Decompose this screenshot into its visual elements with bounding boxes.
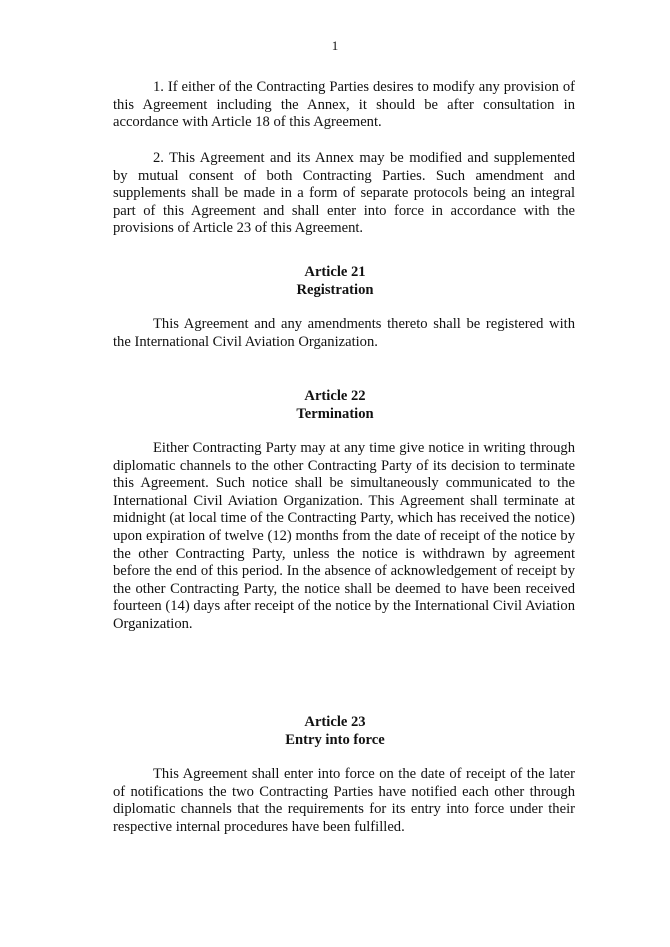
article-23-heading — [0, 714, 670, 749]
paragraph-2: 2. This Agreement and its Annex may be modified and supplemented by mutual consent of both Contracting Parties. Such amendment and supplements shall be made in a form of separate protocols being an integral part of this Agreement and shall enter into force in accordance with the provisions of Article 23 of this Agreement. — [113, 150, 575, 237]
article-22-number: Article 22 — [304, 388, 366, 404]
article-22-text: Either Contracting Party may at any time give notice in writing through diplomatic channels to the other Contracting Party of its decision to terminate this Agreement. Such notice shall be simultaneously communicated to the International Civil Aviation Organization. This Agreement shall terminate at midnight (at local time of the Contracting Party, which has received the notice) upon expiration of twelve (12) months from the date of receipt of the notice by the other Contracting Party, unless the notice is withdrawn by agreement before the end of this period. In the absence of acknowledgement of receipt by the other Contracting Party, the notice shall be deemed to have been received fourteen (14) days after receipt of the notice by the International Civil Aviation Organization. — [113, 440, 575, 632]
article-23-number: Article 23 — [304, 714, 366, 730]
article-22-heading — [0, 388, 670, 423]
article-21-text: This Agreement and any amendments thereto shall be registered with the International Civil Aviation Organization. — [113, 316, 575, 350]
page-number: 1 — [331, 38, 339, 53]
article-21-number: Article 21 — [304, 264, 366, 280]
article-21-title: Registration — [296, 281, 374, 298]
article-21-heading — [0, 264, 670, 299]
article-22-title: Termination — [296, 405, 374, 422]
article-23-title: Entry into force — [285, 731, 385, 748]
article-23-text: This Agreement shall enter into force on the date of receipt of the later of notifications the two Contracting Parties have notified each other through diplomatic channels that the requirements for its entry into force under their respective internal procedures have been fulfilled. — [113, 766, 575, 835]
paragraph-1: 1. If either of the Contracting Parties desires to modify any provision of this Agreement including the Annex, it should be after consultation in accordance with Article 18 of this Agreement. — [113, 79, 575, 131]
